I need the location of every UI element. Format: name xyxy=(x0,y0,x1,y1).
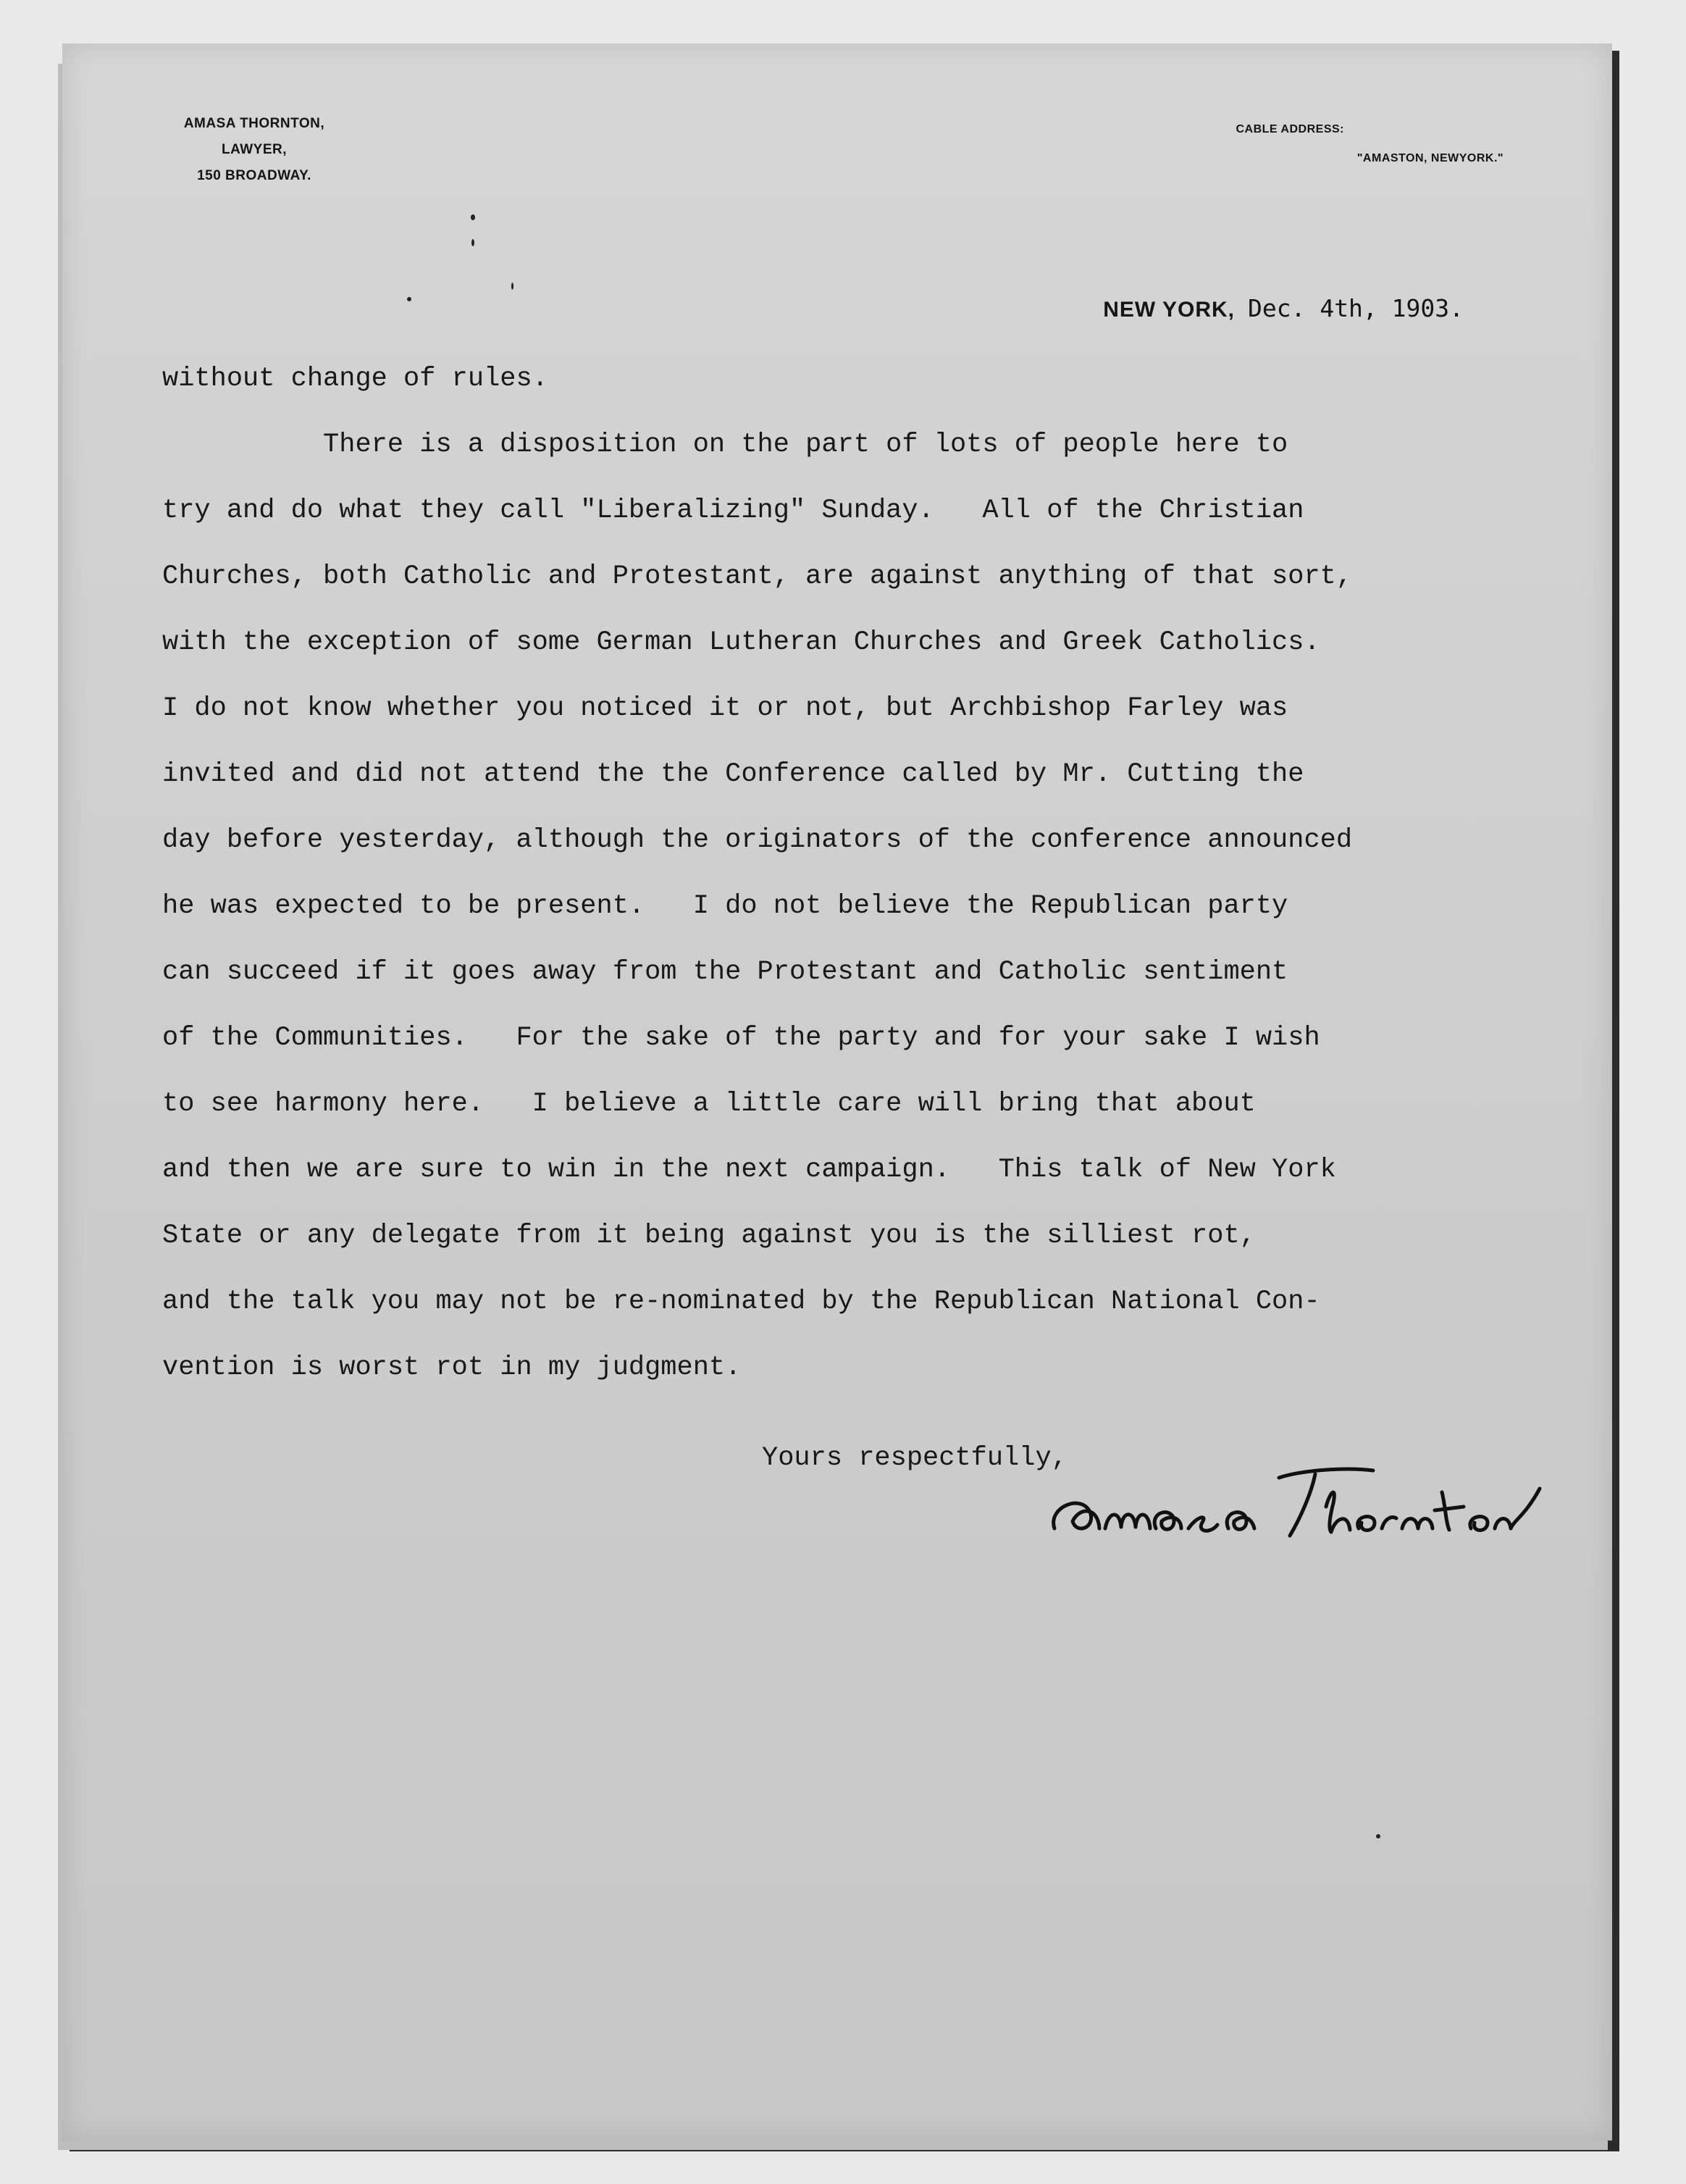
body-line: There is a disposition on the part of lots of people here to xyxy=(162,430,1288,460)
closing-salutation: Yours respectfully, xyxy=(762,1443,1068,1473)
body-line: to see harmony here. I believe a little care will bring that about xyxy=(162,1089,1256,1119)
handwritten-signature xyxy=(1040,1449,1547,1557)
sender-name: AMASA THORNTON, xyxy=(183,116,325,131)
body-line: with the exception of some German Lutheran Churches and Greek Catholics. xyxy=(162,627,1320,658)
body-line: he was expected to be present. I do not believe the Republican party xyxy=(162,891,1288,921)
body-line: invited and did not attend the the Conference called by Mr. Cutting the xyxy=(162,759,1304,790)
body-line: and then we are sure to win in the next campaign. This talk of New York xyxy=(162,1155,1336,1185)
ink-speck xyxy=(1376,1834,1380,1838)
letterhead-sender xyxy=(160,116,348,194)
body-line: of the Communities. For the sake of the party and for your sake I wish xyxy=(162,1023,1320,1053)
letter-body xyxy=(162,346,1582,1401)
ink-speck xyxy=(471,214,475,220)
body-line: vention is worst rot in my judgment. xyxy=(162,1352,742,1383)
sender-title: LAWYER, xyxy=(221,142,288,157)
ink-speck xyxy=(471,239,474,246)
body-line: I do not know whether you noticed it or not, but Archbishop Farley was xyxy=(162,693,1288,724)
sender-address: 150 BROADWAY. xyxy=(197,168,311,183)
body-line: without change of rules. xyxy=(162,364,548,394)
dateline-date: Dec. 4th, 1903. xyxy=(1247,294,1464,322)
body-line: and the talk you may not be re-nominated by the Republican National Con- xyxy=(162,1286,1320,1317)
body-line: day before yesterday, although the originators of the conference announced xyxy=(162,825,1353,855)
body-line: can succeed if it goes away from the Protestant and Catholic sentiment xyxy=(162,957,1288,987)
letterhead-cable xyxy=(1236,123,1503,165)
body-line: try and do what they call "Liberalizing" Sunday. All of the Christian xyxy=(162,495,1304,526)
cable-address-value: "AMASTON, NEWYORK." xyxy=(1356,152,1503,164)
ink-speck xyxy=(511,283,513,290)
body-line: State or any delegate from it being against you is the silliest rot, xyxy=(162,1221,1256,1251)
letter-sheet xyxy=(62,43,1612,2141)
body-line: Churches, both Catholic and Protestant, are against anything of that sort, xyxy=(162,561,1353,592)
dateline xyxy=(1103,294,1464,322)
ink-speck xyxy=(407,297,411,301)
cable-address-label: CABLE ADDRESS: xyxy=(1236,123,1344,135)
dateline-city: NEW YORK, xyxy=(1103,298,1235,322)
